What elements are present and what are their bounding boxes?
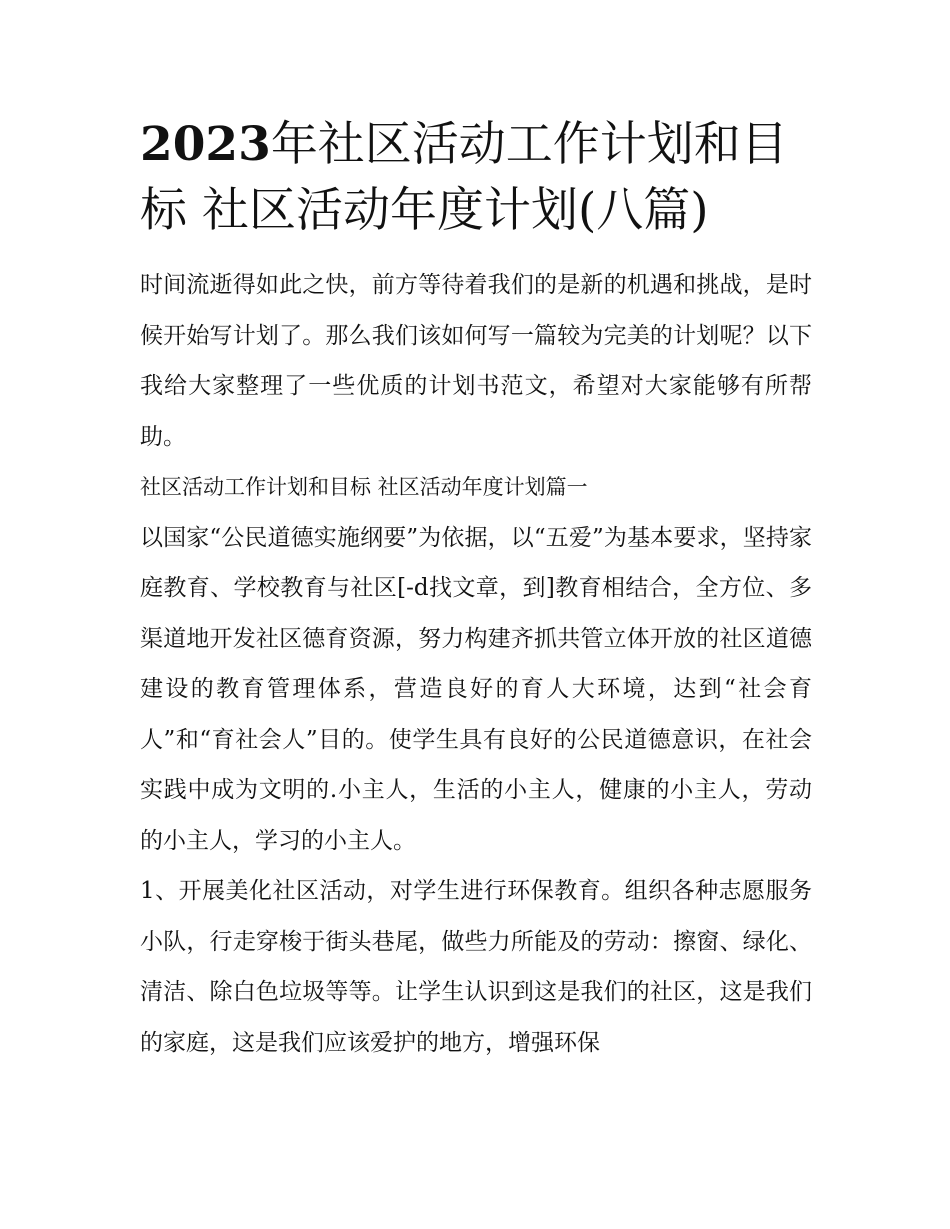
title-year: 2023 — [140, 117, 271, 172]
body-paragraph-1: 以国家“公民道德实施纲要”为依据，以“五爱”为基本要求，坚持家庭教育、学校教育与社区[-d找文章，到]教育相结合，全方位、多渠道地开发社区德育资源，努力构建齐抓共管立体开放的社区道德建设的教育管理体系，营造良好的育人大环境，达到“社会育人”和“育社会人”目的。使学生具有良好的公民道德意识，在社会实践中成为文明的.小主人，生活的小主人，健康的小主人，劳动的小主人，学习的小主人。 — [140, 524, 812, 854]
document-title — [140, 112, 812, 244]
title-text: 年社区活动工作计划和目标 社区活动年度计划(八篇) — [140, 117, 788, 238]
intro-paragraph: 时间流逝得如此之快，前方等待着我们的是新的机遇和挑战，是时候开始写计划了。那么我们该如何写一篇较为完美的计划呢？以下我给大家整理了一些优质的计划书范文，希望对大家能够有所帮助。 — [140, 272, 812, 450]
section-heading: 社区活动工作计划和目标 社区活动年度计划篇一 — [140, 475, 588, 499]
body-paragraph-2: 1、开展美化社区活动，对学生进行环保教育。组织各种志愿服务小队，行走穿梭于街头巷尾，做些力所能及的劳动：擦窗、绿化、清洁、除白色垃圾等等。让学生认识到这是我们的社区，这是我们的家庭，这是我们应该爱护的地方，增强环保 — [140, 878, 812, 1056]
document-page — [140, 112, 812, 1068]
